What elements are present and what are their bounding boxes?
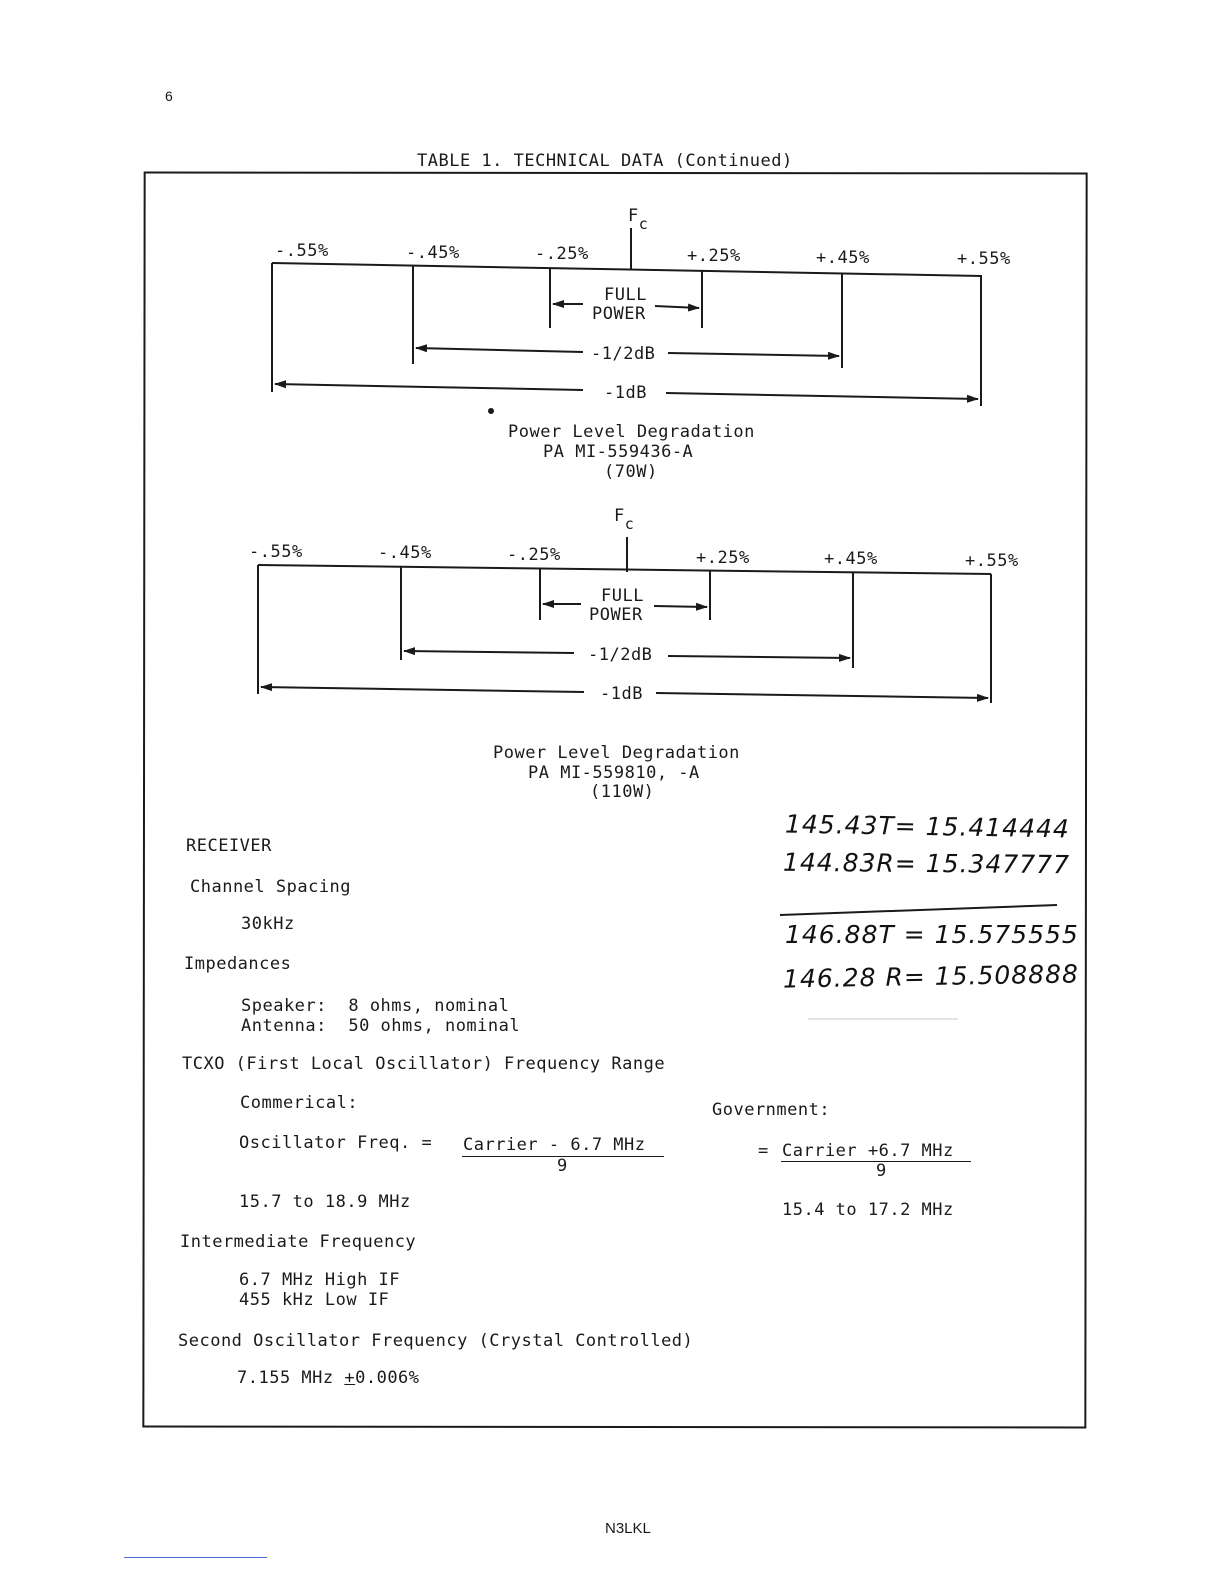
diagram2-tick-label: -.55% bbox=[249, 542, 303, 562]
diagram2-fc-label bbox=[614, 506, 635, 534]
commercial-range: 15.7 to 18.9 MHz bbox=[239, 1192, 411, 1212]
diagram1-fc-letter: F bbox=[628, 206, 639, 226]
commercial-formula: Carrier - 6.7 MHz bbox=[463, 1135, 646, 1155]
link-underline[interactable] bbox=[124, 1557, 267, 1558]
receiver-heading: RECEIVER bbox=[186, 836, 272, 856]
diagram1-tick-label: -.25% bbox=[535, 244, 589, 264]
diagram2-caption-model: PA MI-559810, -A bbox=[528, 763, 700, 783]
antenna-impedance: Antenna: 50 ohms, nominal bbox=[241, 1016, 521, 1036]
if-label: Intermediate Frequency bbox=[180, 1232, 417, 1252]
second-osc-value-suffix: 0.006% bbox=[355, 1368, 420, 1388]
diagram2-full-label: FULL bbox=[601, 586, 644, 606]
if-high: 6.7 MHz High IF bbox=[239, 1270, 401, 1290]
diagram2-tick-label: +.55% bbox=[965, 551, 1019, 571]
channel-spacing-value: 30kHz bbox=[241, 914, 295, 934]
government-equals: = bbox=[758, 1141, 769, 1161]
diagram1-half-db-arrow-right bbox=[668, 353, 839, 356]
diagram1-one-db-arrow-right bbox=[666, 393, 978, 399]
diagram1-full-power-arrow-right bbox=[655, 306, 699, 308]
diagram2-half-db-arrow-left bbox=[404, 651, 574, 653]
government-divisor: 9 bbox=[876, 1161, 887, 1181]
impedances-label: Impedances bbox=[184, 954, 292, 974]
diagram2-power-label: POWER bbox=[589, 605, 643, 625]
diagram1-caption-title: Power Level Degradation bbox=[508, 422, 755, 442]
oscillator-freq-label: Oscillator Freq. = bbox=[239, 1133, 433, 1153]
diagram1-tick-label: +.55% bbox=[957, 249, 1011, 269]
diagram2-caption-title: Power Level Degradation bbox=[493, 743, 740, 763]
diagram2-one-db-label: -1dB bbox=[600, 684, 643, 704]
diagram1-one-db-label: -1dB bbox=[604, 383, 647, 403]
diagram2-tick-label: +.45% bbox=[824, 549, 878, 569]
channel-spacing-label: Channel Spacing bbox=[190, 877, 352, 897]
diagram2-fc-letter: F bbox=[614, 506, 625, 526]
diagram2-one-db-arrow-right bbox=[656, 693, 988, 698]
diagram2-one-db-arrow-left bbox=[261, 687, 584, 692]
diagram1-caption-model: PA MI-559436-A bbox=[543, 442, 694, 462]
diagram1-tick-label: +.45% bbox=[816, 248, 870, 268]
diagram2-fc-subscript: c bbox=[624, 515, 635, 534]
diagram2-tick-label: -.25% bbox=[507, 545, 561, 565]
diagram1-half-db-label: -1/2dB bbox=[591, 344, 656, 364]
diagram1-speck bbox=[488, 408, 494, 414]
diagram1-fc-label bbox=[628, 206, 649, 234]
handwritten-note-line: 146.28 R= 15.508888 bbox=[782, 959, 1080, 994]
if-low: 455 kHz Low IF bbox=[239, 1290, 390, 1310]
diagram1-power-label: POWER bbox=[592, 304, 646, 324]
government-range: 15.4 to 17.2 MHz bbox=[782, 1200, 954, 1220]
diagram2-tick-label: -.45% bbox=[378, 543, 432, 563]
commercial-label: Commerical: bbox=[240, 1093, 359, 1113]
diagram1-caption-power: (70W) bbox=[604, 462, 658, 482]
diagram1-tick-label: +.25% bbox=[687, 246, 741, 266]
handwritten-note-line: 144.83R= 15.347777 bbox=[782, 847, 1071, 880]
diagram2-caption-power: (110W) bbox=[590, 782, 655, 802]
page-number: 6 bbox=[165, 88, 173, 104]
diagram1-baseline bbox=[272, 263, 982, 276]
speaker-impedance: Speaker: 8 ohms, nominal bbox=[241, 996, 510, 1016]
diagram1-one-db-arrow-left bbox=[275, 384, 583, 390]
diagram1-half-db-arrow-left bbox=[416, 348, 583, 352]
diagram1-tick-label: -.55% bbox=[275, 241, 329, 261]
plus-minus-sign: + bbox=[344, 1368, 356, 1388]
handwritten-note-line: 145.43T= 15.414444 bbox=[784, 809, 1071, 844]
second-osc-value-prefix: 7.155 MHz bbox=[237, 1368, 345, 1388]
table-title: TABLE 1. TECHNICAL DATA (Continued) bbox=[417, 151, 793, 171]
commercial-divisor: 9 bbox=[557, 1156, 568, 1176]
government-label: Government: bbox=[712, 1100, 831, 1120]
government-formula: Carrier +6.7 MHz bbox=[782, 1141, 954, 1161]
second-osc-label: Second Oscillator Frequency (Crystal Controlled) bbox=[178, 1331, 694, 1351]
diagram2-half-db-label: -1/2dB bbox=[588, 645, 653, 665]
handwritten-note-line: 146.88T = 15.575555 bbox=[785, 920, 1079, 949]
diagram1-full-label: FULL bbox=[604, 285, 647, 305]
diagram1-tick-label: -.45% bbox=[406, 243, 460, 263]
diagram2-full-power-arrow-right bbox=[654, 606, 707, 607]
footer-callsign: N3LKL bbox=[605, 1520, 651, 1537]
second-osc-value bbox=[237, 1368, 420, 1388]
diagram2-half-db-arrow-right bbox=[668, 656, 850, 658]
tcxo-label: TCXO (First Local Oscillator) Frequency Range bbox=[182, 1054, 666, 1074]
handwritten-rule bbox=[780, 905, 1057, 915]
diagram1-fc-subscript: c bbox=[638, 215, 649, 234]
diagram2-baseline bbox=[258, 565, 991, 574]
diagram2-tick-label: +.25% bbox=[696, 548, 750, 568]
